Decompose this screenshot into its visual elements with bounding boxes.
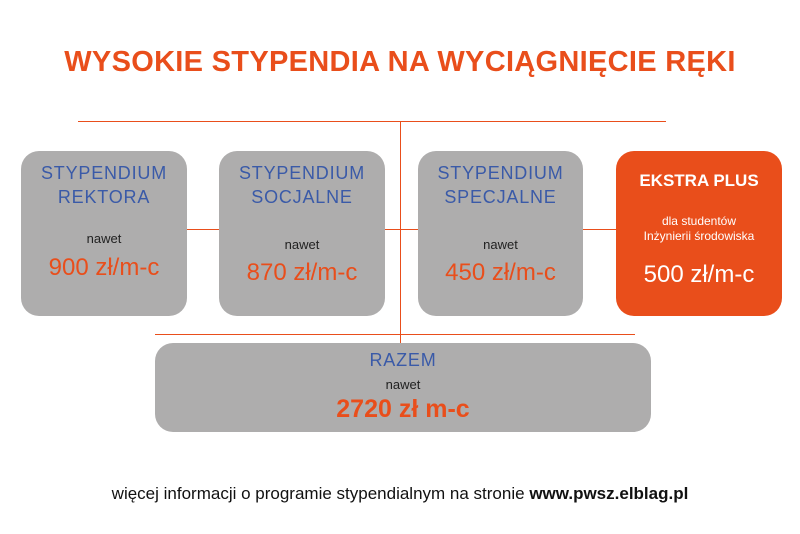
scholarship-name-line1: STYPENDIUM <box>40 163 167 183</box>
scholarship-name <box>418 161 583 209</box>
nawet-label: nawet <box>483 237 518 252</box>
scholarship-name <box>21 161 187 209</box>
scholarship-name-line1: STYPENDIUM <box>238 163 365 183</box>
total-box <box>155 343 651 432</box>
nawet-label: nawet <box>86 231 122 246</box>
page-title: WYSOKIE STYPENDIA NA WYCIĄGNIĘCIE RĘKI <box>64 46 736 78</box>
scholarship-name-line2: REKTORA <box>57 187 151 207</box>
bottom-divider-line <box>155 334 635 335</box>
scholarship-name <box>219 161 385 209</box>
scholarship-box-socjalne <box>219 151 385 316</box>
total-label: RAZEM <box>369 350 437 370</box>
scholarship-subtitle-line2: Inżynierii środowiska <box>643 229 755 243</box>
scholarship-subtitle-line1: dla studentów <box>661 214 737 228</box>
vertical-connector-line <box>400 121 401 343</box>
nawet-label: nawet <box>284 237 320 252</box>
scholarship-subtitle <box>616 214 782 244</box>
scholarship-name-line2: SPECJALNE <box>444 187 557 207</box>
total-amount: 2720 zł m-c <box>336 395 470 423</box>
scholarship-box-specjalne <box>418 151 583 316</box>
scholarship-name-line1: STYPENDIUM <box>437 163 564 183</box>
footer-info <box>0 484 800 504</box>
top-divider-line <box>78 121 666 122</box>
scholarship-box-rektora <box>21 151 187 316</box>
footer-link[interactable]: www.pwsz.elblag.pl <box>529 484 689 503</box>
scholarship-amount: 900 zł/m-c <box>48 254 160 281</box>
scholarship-amount: 450 zł/m-c <box>445 259 556 286</box>
scholarship-box-ekstra-plus <box>616 151 782 316</box>
scholarship-amount: 870 zł/m-c <box>246 259 358 286</box>
scholarship-name: EKSTRA PLUS <box>639 171 759 190</box>
scholarship-amount: 500 zł/m-c <box>643 261 755 288</box>
footer-text: więcej informacji o programie stypendialnym na stronie <box>111 484 530 503</box>
scholarship-name-line2: SOCJALNE <box>251 187 353 207</box>
nawet-label: nawet <box>385 377 421 392</box>
